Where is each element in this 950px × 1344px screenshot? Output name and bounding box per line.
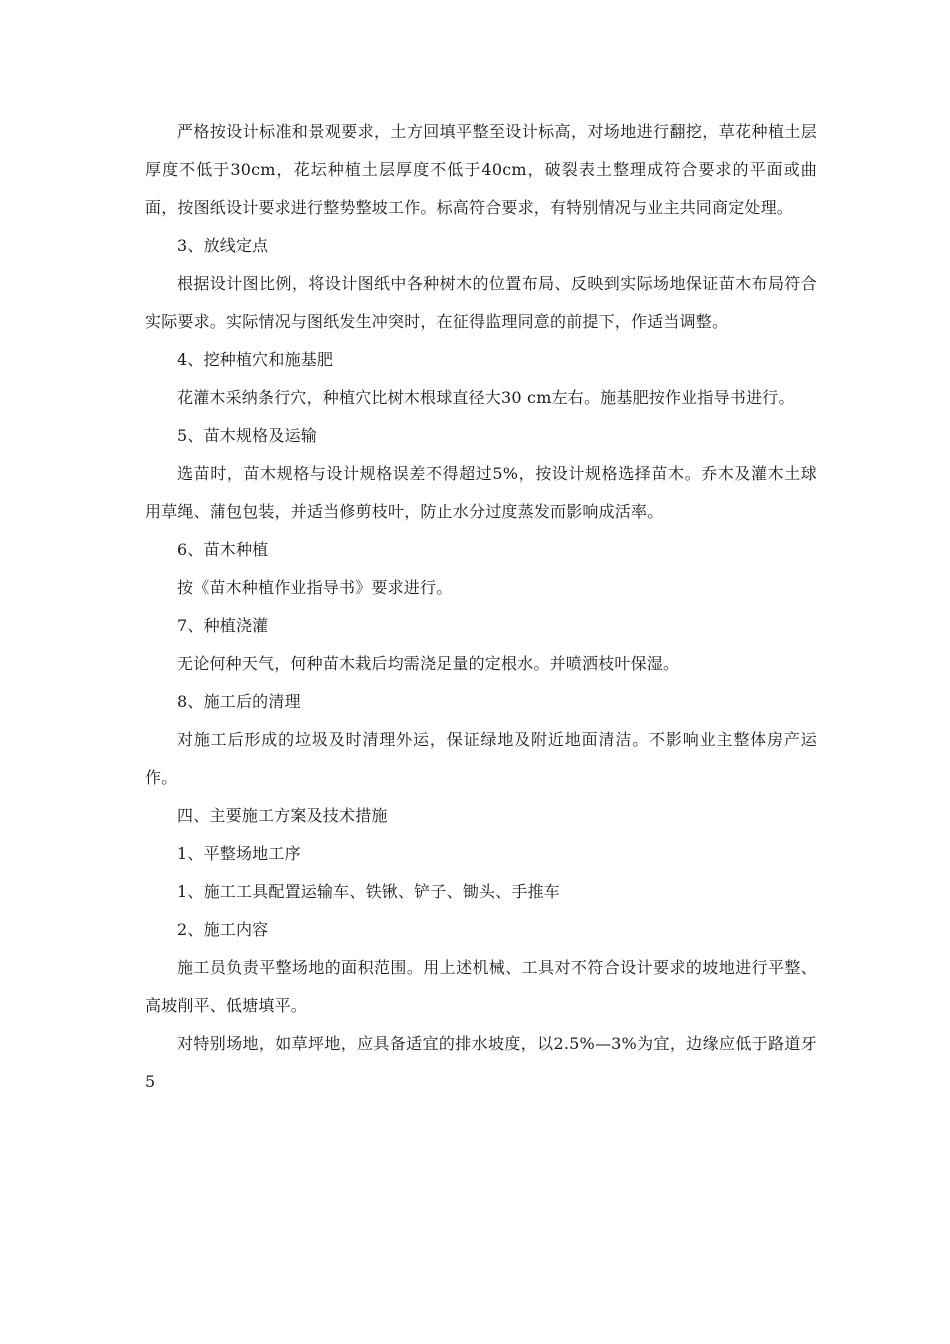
heading-planting-irrigation: 7、种植浇灌 [177,616,269,635]
heading-layout-positioning: 3、放线定点 [177,236,269,255]
paragraph-layout-positioning: 根据设计图比例，将设计图纸中各种树木的位置布局、反映到实际场地保证苗木布局符合实际要求。实际情况与图纸发生冲突时，在征得监理同意的前提下，作适当调整。 [145,274,817,331]
heading-seedling-specs-transport: 5、苗木规格及运输 [177,426,317,445]
paragraph-construction-content: 施工员负责平整场地的面积范围。用上述机械、工具对不符合设计要求的坡地进行平整、高坡削平、低塘填平。 [145,958,817,1015]
paragraph-site-leveling-requirements: 严格按设计标准和景观要求，土方回填平整至设计标高，对场地进行翻挖，草花种植土层厚度不低于30cm，花坛种植土层厚度不低于40cm，破裂表土整理成符合要求的平面或曲面，按图纸设计要求进行整势整坡工作。标高符合要求，有特别情况与业主共同商定处理。 [145,122,817,217]
paragraph-seedling-planting: 按《苗木种植作业指导书》要求进行。 [177,578,453,597]
heading-post-construction-cleanup: 8、施工后的清理 [177,692,301,711]
heading-main-construction-plan: 四、主要施工方案及技术措施 [177,806,388,825]
paragraph-planting-pits-fertilizer: 花灌木采纳条行穴，种植穴比树木根球直径大30 cm左右。施基肥按作业指导书进行。 [177,388,795,407]
paragraph-planting-irrigation: 无论何种天气，何种苗木栽后均需浇足量的定根水。并喷洒枝叶保湿。 [177,654,680,673]
paragraph-post-construction-cleanup: 对施工后形成的垃圾及时清理外运，保证绿地及附近地面清洁。不影响业主整体房产运作。 [145,730,817,787]
paragraph-construction-tools: 1、施工工具配置运输车、铁锹、铲子、锄头、手推车 [177,882,560,901]
heading-construction-content: 2、施工内容 [177,920,269,939]
document-body [145,113,817,1101]
heading-site-leveling-process: 1、平整场地工序 [177,844,301,863]
paragraph-seedling-specs-transport: 选苗时，苗木规格与设计规格误差不得超过5%，按设计规格选择苗木。乔木及灌木土球用草绳、蒲包包装，并适当修剪枝叶，防止水分过度蒸发而影响成活率。 [145,464,817,521]
heading-seedling-planting: 6、苗木种植 [177,540,269,559]
paragraph-special-site-drainage: 对特别场地，如草坪地，应具备适宜的排水坡度，以2.5%—3%为宜，边缘应低于路道牙5 [145,1034,817,1091]
heading-planting-pits-fertilizer: 4、挖种植穴和施基肥 [177,350,334,369]
